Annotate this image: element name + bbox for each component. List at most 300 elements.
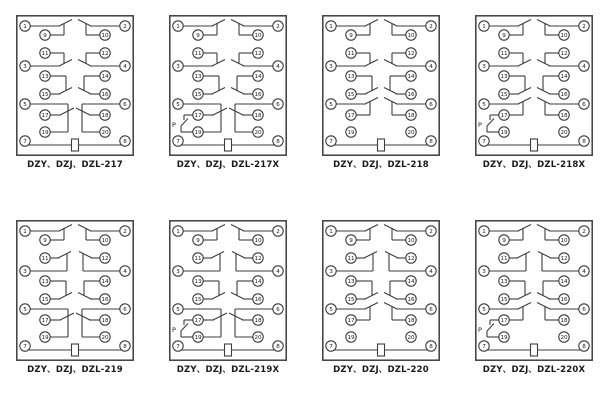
terminal-13 <box>499 71 509 81</box>
svg-text:1: 1 <box>482 24 486 31</box>
relay-diagram-card <box>322 220 440 375</box>
svg-text:17: 17 <box>347 318 355 325</box>
svg-text:1: 1 <box>482 229 486 236</box>
svg-text:19: 19 <box>500 130 508 137</box>
coil-symbol <box>225 139 232 151</box>
svg-text:11: 11 <box>347 256 355 263</box>
svg-text:16: 16 <box>560 92 568 99</box>
relay-case-border <box>323 221 439 360</box>
relay-diagram-card <box>322 15 440 170</box>
terminal-12 <box>559 253 569 263</box>
coil-symbol <box>378 344 385 356</box>
terminal-13 <box>40 276 50 286</box>
p-contact-label: P <box>478 121 482 129</box>
svg-text:1: 1 <box>176 229 180 236</box>
contact-blade <box>232 252 245 259</box>
contact-blade <box>384 225 397 232</box>
svg-text:10: 10 <box>407 33 415 40</box>
terminal-9 <box>40 30 50 40</box>
contact-blade <box>538 252 551 259</box>
svg-text:9: 9 <box>502 238 506 245</box>
terminal-19 <box>40 332 50 342</box>
svg-text:3: 3 <box>176 269 180 276</box>
svg-text:8: 8 <box>429 139 433 146</box>
svg-text:15: 15 <box>41 297 49 304</box>
terminal-1 <box>173 21 183 31</box>
terminal-11 <box>40 253 50 263</box>
diagram-label: DZY、DZJ、DZL-218 <box>333 160 429 170</box>
svg-text:13: 13 <box>500 74 508 81</box>
svg-text:17: 17 <box>194 318 202 325</box>
terminal-12 <box>406 253 416 263</box>
terminal-7 <box>20 136 30 146</box>
svg-text:1: 1 <box>176 24 180 31</box>
terminal-16 <box>253 89 263 99</box>
contact-blade <box>76 313 90 320</box>
svg-text:5: 5 <box>329 307 333 314</box>
contact-blade <box>231 20 244 27</box>
svg-text:11: 11 <box>500 51 508 58</box>
terminal-1 <box>479 21 489 31</box>
relay-case-border <box>17 16 133 155</box>
svg-text:15: 15 <box>194 297 202 304</box>
terminal-9 <box>499 235 509 245</box>
terminal-8 <box>273 341 283 351</box>
terminal-5 <box>326 304 336 314</box>
svg-text:16: 16 <box>254 297 262 304</box>
terminal-16 <box>253 294 263 304</box>
svg-text:9: 9 <box>502 33 506 40</box>
svg-text:17: 17 <box>41 113 49 120</box>
terminal-14 <box>559 276 569 286</box>
contact-blade <box>365 303 378 310</box>
svg-text:9: 9 <box>349 33 353 40</box>
terminal-5 <box>479 99 489 109</box>
svg-text:10: 10 <box>101 238 109 245</box>
diagram-label: DZY、DZJ、DZL-218X <box>482 160 586 170</box>
terminal-12 <box>253 253 263 263</box>
svg-text:19: 19 <box>500 335 508 342</box>
svg-text:18: 18 <box>254 113 262 120</box>
contact-blade <box>518 303 531 310</box>
svg-text:12: 12 <box>560 51 568 58</box>
terminal-6 <box>579 304 589 314</box>
terminal-20 <box>100 332 110 342</box>
terminal-15 <box>40 294 50 304</box>
terminal-15 <box>193 89 203 99</box>
svg-text:3: 3 <box>329 269 333 276</box>
svg-text:4: 4 <box>276 64 280 71</box>
contact-blade <box>79 252 92 259</box>
svg-text:11: 11 <box>194 256 202 263</box>
svg-text:13: 13 <box>500 279 508 286</box>
svg-text:2: 2 <box>429 24 433 31</box>
svg-text:18: 18 <box>254 318 262 325</box>
terminal-4 <box>426 266 436 276</box>
terminal-6 <box>273 99 283 109</box>
svg-text:4: 4 <box>429 269 433 276</box>
svg-text:8: 8 <box>276 139 280 146</box>
svg-text:7: 7 <box>23 139 27 146</box>
contact-blade <box>537 225 550 232</box>
terminal-19 <box>346 127 356 137</box>
svg-text:15: 15 <box>500 92 508 99</box>
terminal-19 <box>193 332 203 342</box>
terminal-2 <box>273 226 283 236</box>
contact-blade <box>229 313 243 320</box>
terminal-16 <box>100 294 110 304</box>
terminal-17 <box>346 110 356 120</box>
svg-text:10: 10 <box>560 33 568 40</box>
svg-text:7: 7 <box>329 139 333 146</box>
terminal-13 <box>193 71 203 81</box>
relay-diagram-card <box>16 220 134 375</box>
terminal-3 <box>20 266 30 276</box>
terminal-14 <box>406 276 416 286</box>
terminal-7 <box>479 136 489 146</box>
terminal-6 <box>426 99 436 109</box>
svg-text:12: 12 <box>254 51 262 58</box>
svg-text:20: 20 <box>101 130 109 137</box>
terminal-10 <box>253 30 263 40</box>
terminal-2 <box>120 21 130 31</box>
svg-text:3: 3 <box>23 269 27 276</box>
terminal-8 <box>426 136 436 146</box>
terminal-18 <box>406 110 416 120</box>
terminal-10 <box>100 30 110 40</box>
terminal-18 <box>100 110 110 120</box>
svg-text:6: 6 <box>123 102 127 109</box>
contact-blade <box>384 98 397 105</box>
terminal-13 <box>346 276 356 286</box>
contact-blade <box>212 225 225 232</box>
terminal-20 <box>253 127 263 137</box>
svg-text:16: 16 <box>407 297 415 304</box>
terminal-10 <box>406 235 416 245</box>
svg-text:15: 15 <box>500 297 508 304</box>
svg-text:16: 16 <box>407 92 415 99</box>
terminal-2 <box>426 226 436 236</box>
terminal-9 <box>346 30 356 40</box>
coil-symbol <box>225 344 232 356</box>
terminal-6 <box>120 304 130 314</box>
svg-text:11: 11 <box>41 51 49 58</box>
contact-blade <box>364 252 377 259</box>
terminal-8 <box>579 341 589 351</box>
svg-text:13: 13 <box>41 279 49 286</box>
contact-blade <box>59 225 72 232</box>
svg-text:18: 18 <box>101 318 109 325</box>
svg-text:10: 10 <box>407 238 415 245</box>
svg-text:14: 14 <box>254 74 262 81</box>
relay-case-border <box>476 221 592 360</box>
terminal-12 <box>406 48 416 58</box>
svg-text:6: 6 <box>582 307 586 314</box>
terminal-11 <box>499 48 509 58</box>
terminal-20 <box>559 127 569 137</box>
contact-blade <box>517 252 530 259</box>
terminal-20 <box>559 332 569 342</box>
svg-text:20: 20 <box>254 130 262 137</box>
svg-text:20: 20 <box>407 335 415 342</box>
terminal-6 <box>273 304 283 314</box>
terminal-19 <box>40 127 50 137</box>
svg-text:6: 6 <box>582 102 586 109</box>
terminal-11 <box>346 48 356 58</box>
svg-text:5: 5 <box>482 102 486 109</box>
terminal-10 <box>559 30 569 40</box>
contact-blade <box>76 108 90 115</box>
terminal-15 <box>193 294 203 304</box>
svg-text:19: 19 <box>41 130 49 137</box>
svg-text:9: 9 <box>196 238 200 245</box>
svg-text:16: 16 <box>101 297 109 304</box>
contact-blade <box>537 98 550 105</box>
terminal-9 <box>193 235 203 245</box>
svg-text:1: 1 <box>23 24 27 31</box>
terminal-17 <box>193 110 203 120</box>
svg-text:16: 16 <box>101 92 109 99</box>
svg-text:1: 1 <box>23 229 27 236</box>
svg-text:13: 13 <box>194 74 202 81</box>
contact-blade <box>231 225 244 232</box>
terminal-17 <box>40 315 50 325</box>
terminal-4 <box>273 61 283 71</box>
coil-symbol <box>72 344 79 356</box>
terminal-18 <box>100 315 110 325</box>
contact-blade <box>212 60 225 67</box>
contact-blade <box>60 108 74 115</box>
contact-blade <box>537 303 550 310</box>
contact-blade <box>59 60 72 67</box>
svg-text:4: 4 <box>123 64 127 71</box>
relay-case-border <box>17 221 133 360</box>
svg-text:16: 16 <box>254 92 262 99</box>
terminal-5 <box>173 304 183 314</box>
relay-wiring-diagram <box>475 15 593 156</box>
terminal-12 <box>253 48 263 58</box>
terminal-1 <box>326 21 336 31</box>
terminal-15 <box>499 89 509 99</box>
svg-text:7: 7 <box>23 344 27 351</box>
terminal-5 <box>20 304 30 314</box>
terminal-9 <box>193 30 203 40</box>
terminal-14 <box>100 71 110 81</box>
contact-blade <box>537 20 550 27</box>
svg-text:8: 8 <box>582 139 586 146</box>
terminal-20 <box>100 127 110 137</box>
diagram-label: DZY、DZJ、DZL-217X <box>176 160 280 170</box>
svg-text:14: 14 <box>407 74 415 81</box>
contact-blade <box>78 225 91 232</box>
svg-text:7: 7 <box>329 344 333 351</box>
svg-text:3: 3 <box>23 64 27 71</box>
svg-text:12: 12 <box>560 256 568 263</box>
terminal-17 <box>499 110 509 120</box>
svg-text:20: 20 <box>254 335 262 342</box>
svg-text:14: 14 <box>407 279 415 286</box>
svg-text:11: 11 <box>41 256 49 263</box>
contact-blade <box>365 98 378 105</box>
terminal-15 <box>499 294 509 304</box>
terminal-8 <box>579 136 589 146</box>
terminal-3 <box>20 61 30 71</box>
svg-text:8: 8 <box>582 344 586 351</box>
contact-blade <box>518 60 531 67</box>
relay-diagram-card <box>475 220 593 375</box>
terminal-8 <box>120 341 130 351</box>
svg-text:1: 1 <box>329 229 333 236</box>
coil-symbol <box>531 139 538 151</box>
relay-diagram-card <box>169 220 287 375</box>
svg-text:9: 9 <box>349 238 353 245</box>
terminal-4 <box>120 266 130 276</box>
svg-text:6: 6 <box>429 102 433 109</box>
terminal-9 <box>40 235 50 245</box>
svg-text:2: 2 <box>429 229 433 236</box>
terminal-19 <box>193 127 203 137</box>
svg-text:13: 13 <box>194 279 202 286</box>
svg-text:20: 20 <box>560 130 568 137</box>
svg-text:4: 4 <box>582 269 586 276</box>
svg-text:3: 3 <box>482 269 486 276</box>
contact-blade <box>231 60 244 67</box>
svg-text:8: 8 <box>123 344 127 351</box>
contact-blade <box>211 252 224 259</box>
terminal-18 <box>253 110 263 120</box>
terminal-10 <box>253 235 263 245</box>
terminal-4 <box>120 61 130 71</box>
svg-text:12: 12 <box>101 256 109 263</box>
terminal-6 <box>426 304 436 314</box>
svg-text:5: 5 <box>23 307 27 314</box>
terminal-5 <box>326 99 336 109</box>
terminal-17 <box>40 110 50 120</box>
contact-blade <box>384 60 397 67</box>
relay-wiring-diagram <box>16 220 134 361</box>
terminal-17 <box>193 315 203 325</box>
svg-text:10: 10 <box>254 33 262 40</box>
svg-text:13: 13 <box>347 279 355 286</box>
relay-wiring-diagram <box>322 15 440 156</box>
svg-text:3: 3 <box>176 64 180 71</box>
svg-text:14: 14 <box>560 74 568 81</box>
coil-symbol <box>378 139 385 151</box>
svg-text:12: 12 <box>407 51 415 58</box>
svg-text:9: 9 <box>43 238 47 245</box>
terminal-20 <box>406 332 416 342</box>
contact-blade <box>78 20 91 27</box>
relay-wiring-diagram <box>322 220 440 361</box>
svg-text:3: 3 <box>482 64 486 71</box>
svg-text:15: 15 <box>194 92 202 99</box>
svg-text:7: 7 <box>176 344 180 351</box>
terminal-5 <box>20 99 30 109</box>
svg-text:19: 19 <box>41 335 49 342</box>
terminal-3 <box>479 61 489 71</box>
contact-blade <box>58 252 71 259</box>
terminal-7 <box>20 341 30 351</box>
contact-blade <box>365 20 378 27</box>
svg-text:20: 20 <box>101 335 109 342</box>
terminal-8 <box>120 136 130 146</box>
terminal-12 <box>559 48 569 58</box>
svg-text:4: 4 <box>123 269 127 276</box>
terminal-1 <box>173 226 183 236</box>
contact-blade <box>365 225 378 232</box>
terminal-7 <box>326 136 336 146</box>
terminal-5 <box>479 304 489 314</box>
svg-text:15: 15 <box>41 92 49 99</box>
terminal-2 <box>120 226 130 236</box>
terminal-10 <box>559 235 569 245</box>
contact-blade <box>537 60 550 67</box>
terminal-7 <box>326 341 336 351</box>
relay-wiring-diagram <box>16 15 134 156</box>
terminal-15 <box>346 294 356 304</box>
svg-text:17: 17 <box>41 318 49 325</box>
relay-diagram-card <box>169 15 287 170</box>
contact-blade <box>213 108 227 115</box>
p-contact-label: P <box>478 326 482 334</box>
svg-text:3: 3 <box>329 64 333 71</box>
terminal-19 <box>499 332 509 342</box>
diagram-label: DZY、DZJ、DZL-220X <box>482 365 586 375</box>
svg-text:11: 11 <box>347 51 355 58</box>
terminal-18 <box>406 315 416 325</box>
svg-text:19: 19 <box>347 335 355 342</box>
svg-text:19: 19 <box>194 335 202 342</box>
contact-blade <box>229 108 243 115</box>
contact-blade <box>60 313 74 320</box>
terminal-10 <box>100 235 110 245</box>
terminal-14 <box>253 71 263 81</box>
svg-text:5: 5 <box>329 102 333 109</box>
terminal-18 <box>559 110 569 120</box>
svg-text:12: 12 <box>407 256 415 263</box>
contact-blade <box>213 313 227 320</box>
terminal-13 <box>40 71 50 81</box>
svg-text:2: 2 <box>582 24 586 31</box>
p-contact-label: P <box>172 121 176 129</box>
terminal-11 <box>499 253 509 263</box>
svg-text:18: 18 <box>407 113 415 120</box>
terminal-1 <box>20 21 30 31</box>
relay-case-border <box>476 16 592 155</box>
relay-case-border <box>170 221 286 360</box>
terminal-11 <box>40 48 50 58</box>
svg-text:16: 16 <box>560 297 568 304</box>
svg-text:1: 1 <box>329 24 333 31</box>
terminal-18 <box>559 315 569 325</box>
terminal-15 <box>40 89 50 99</box>
svg-text:4: 4 <box>276 269 280 276</box>
terminal-14 <box>253 276 263 286</box>
svg-text:17: 17 <box>194 113 202 120</box>
contact-blade <box>78 60 91 67</box>
terminal-3 <box>479 266 489 276</box>
svg-text:4: 4 <box>582 64 586 71</box>
relay-wiring-diagram <box>475 220 593 361</box>
coil-symbol <box>72 139 79 151</box>
terminal-13 <box>346 71 356 81</box>
diagram-label: DZY、DZJ、DZL-219 <box>27 365 123 375</box>
terminal-4 <box>273 266 283 276</box>
svg-text:6: 6 <box>429 307 433 314</box>
terminal-12 <box>100 253 110 263</box>
svg-text:4: 4 <box>429 64 433 71</box>
svg-text:2: 2 <box>276 24 280 31</box>
